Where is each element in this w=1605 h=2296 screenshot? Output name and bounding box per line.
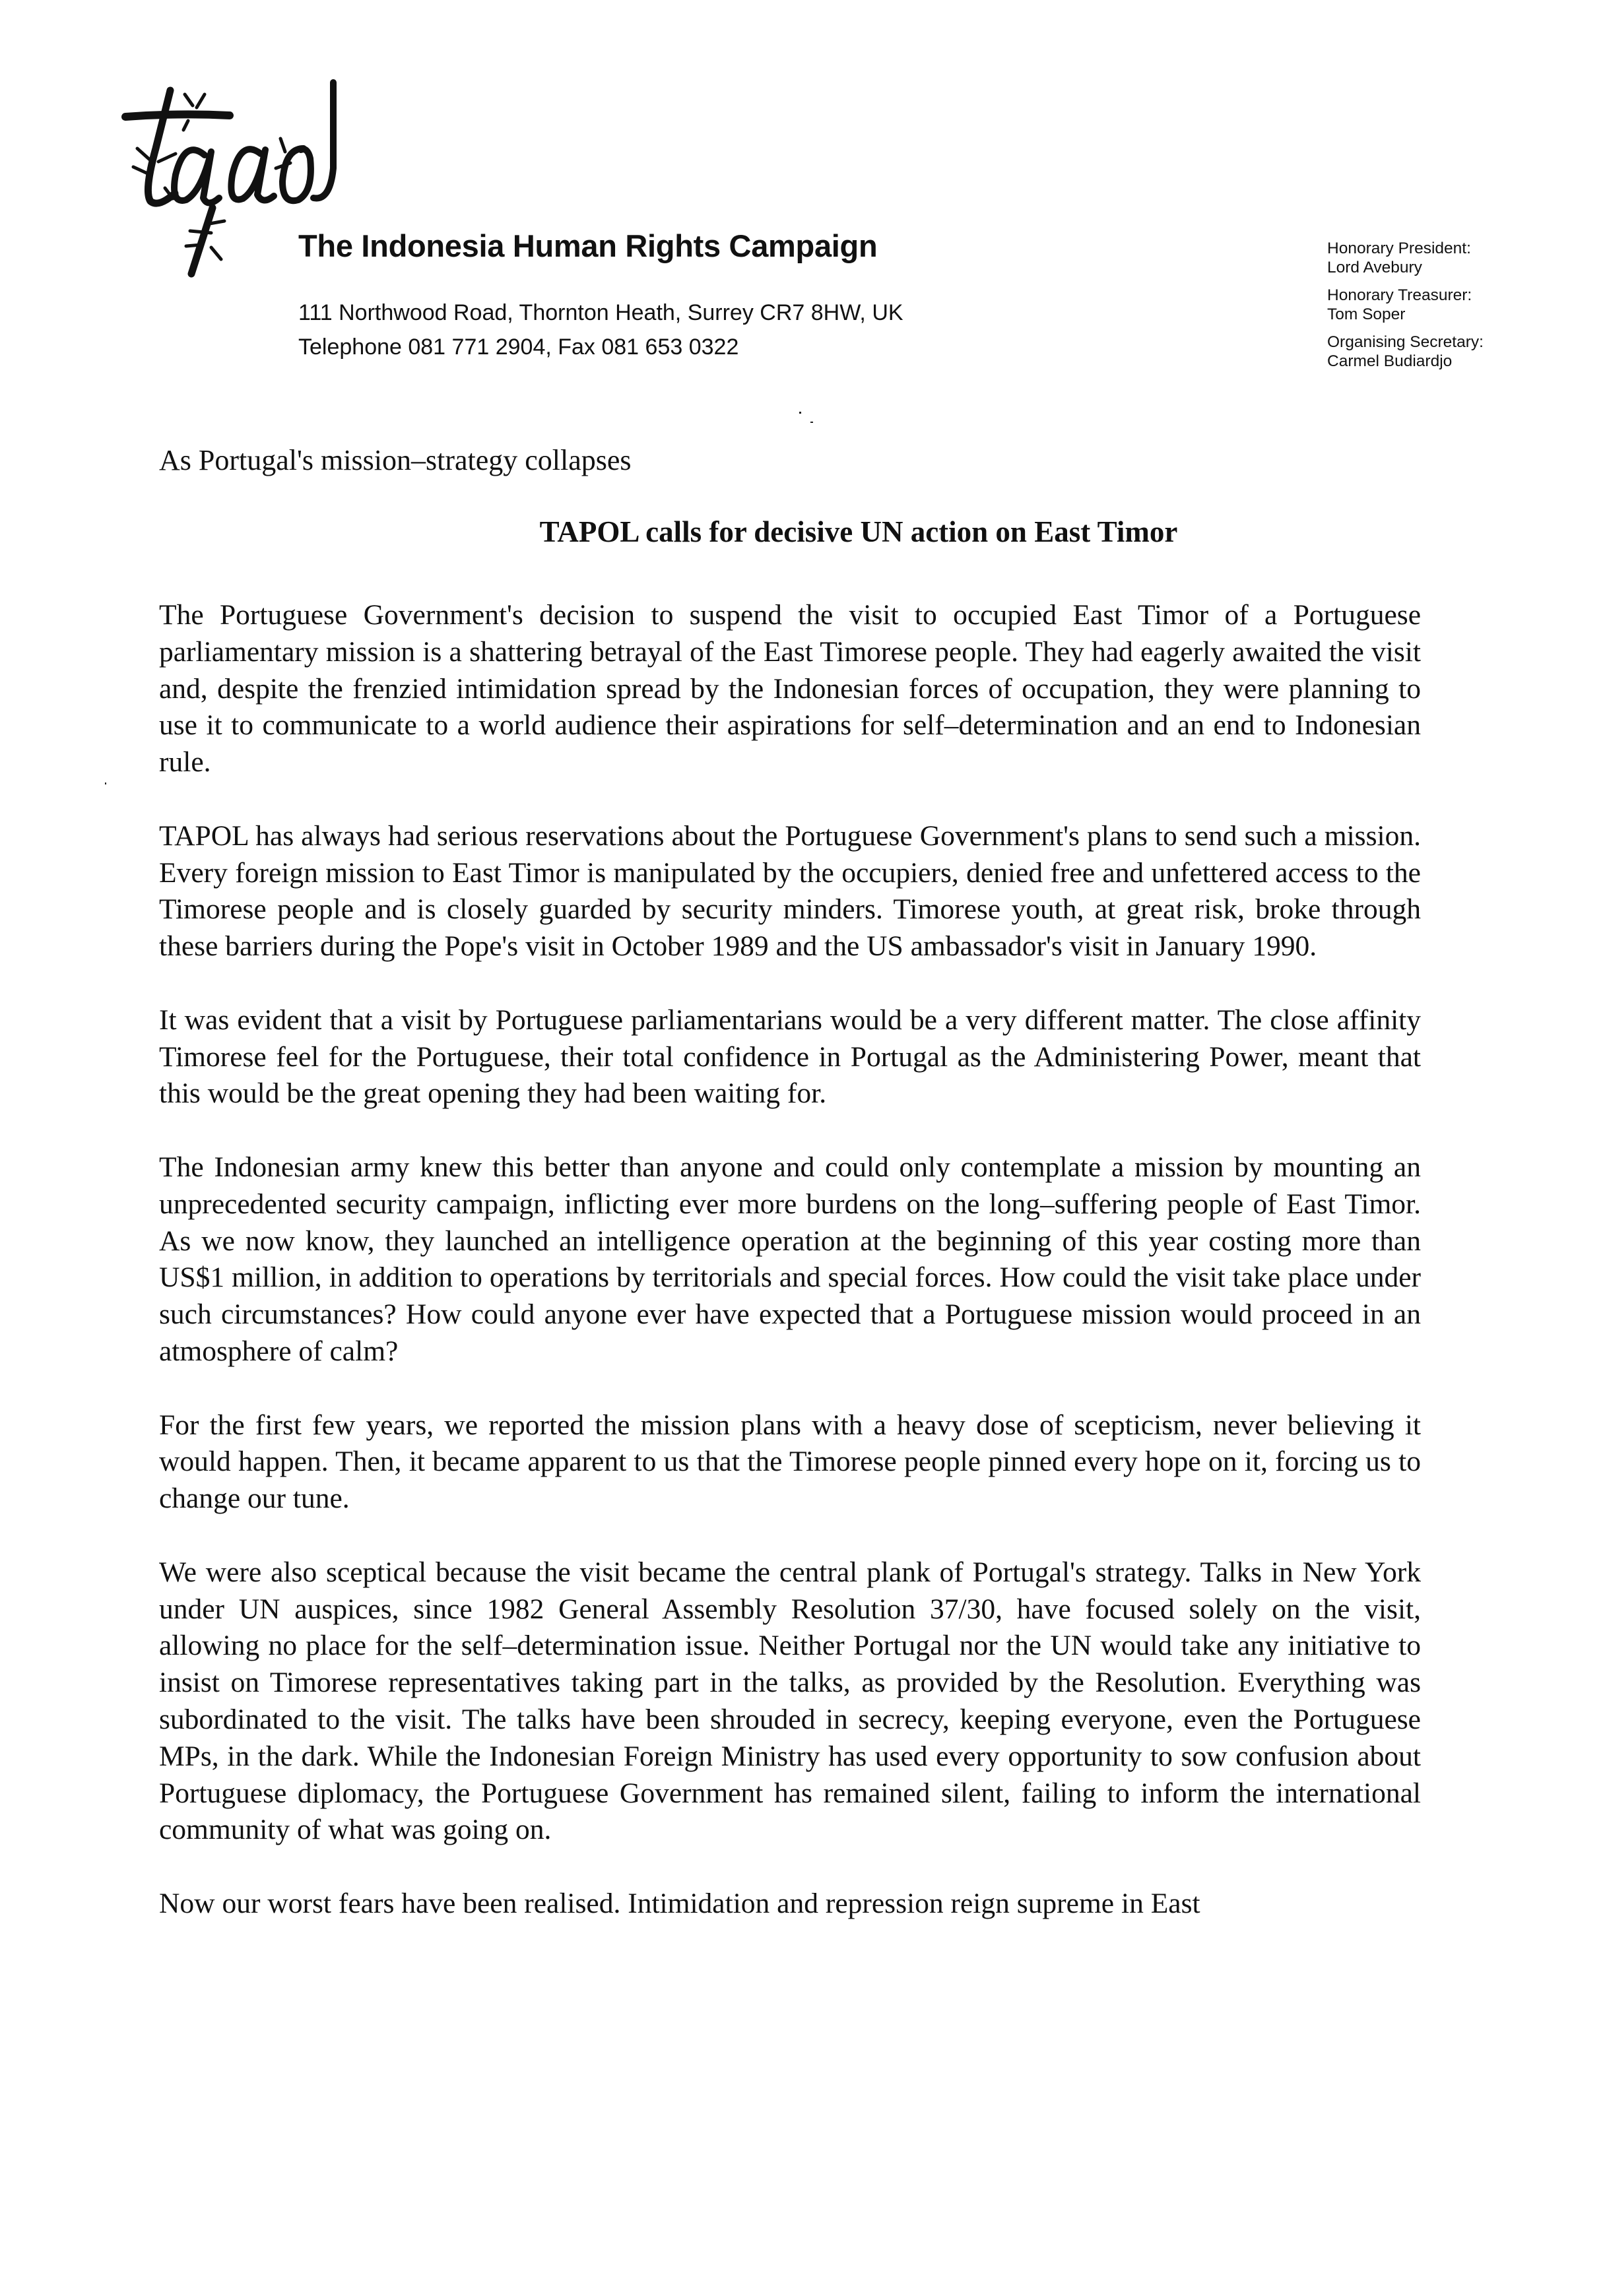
body-paragraph: The Portuguese Government's decision to suspend the visit to occupied East Timor of a Portuguese parliamentary mission is a shattering betrayal of the East Timorese people. They had eagerly awaited the visit and, despite the frenzied intimidation spread by the Indonesian forces of occupation, they were planning to use it to communicate to a world audience their aspirations for self–determination and an end to Indonesian rule. — [159, 599, 1421, 779]
body-paragraph: Now our worst fears have been realised. Intimidation and repression reign supreme in East — [159, 1887, 1200, 1919]
officers-list — [1327, 239, 1484, 379]
postal-address: 111 Northwood Road, Thornton Heath, Surrey CR7 8HW, UK — [298, 300, 903, 325]
scan-speck — [799, 412, 801, 414]
article-body — [159, 597, 1421, 1959]
officer-name: Carmel Budiardjo — [1327, 352, 1453, 370]
officer-role: Honorary Treasurer: — [1327, 286, 1472, 304]
article-kicker: As Portugal's mission–strategy collapses — [159, 444, 632, 476]
officer-name: Lord Avebury — [1327, 259, 1422, 276]
organisation-address-block — [298, 296, 903, 364]
telephone-fax: Telephone 081 771 2904, Fax 081 653 0322 — [298, 335, 739, 360]
body-paragraph: It was evident that a visit by Portuguese parliamentarians would be a very different matter. The close affinity Timorese feel for the Portuguese, their total confidence in Portugal as the Administering Power, meant that this would be the great opening they had been waiting for. — [159, 1004, 1421, 1110]
scan-speck — [105, 782, 106, 784]
organisation-name: The Indonesia Human Rights Campaign — [298, 228, 878, 263]
scan-speck — [810, 422, 813, 423]
body-paragraph: The Indonesian army knew this better than anyone and could only contemplate a mission by mounting an unprecedented security campaign, inflicting ever more burdens on the long–suffering people of East Timor. As we now know, they launched an intelligence operation at the beginning of this year costing more than US$1 million, in addition to operations by territorials and special forces. How could the visit take place under such circumstances? How could anyone ever have expected that a Portuguese mission would proceed in an atmosphere of calm? — [159, 1151, 1421, 1367]
body-paragraph: For the first few years, we reported the mission plans with a heavy dose of scepticism, never believing it would happen. Then, it became apparent to us that the Timorese people pinned every hope on it, forcing us to change our tune. — [159, 1409, 1421, 1515]
body-paragraph: We were also sceptical because the visit became the central plank of Portugal's strategy. Talks in New York under UN auspices, since 1982 General Assembly Resolution 37/30, have focused solely on the visit, allowing no place for the self–determination issue. Neither Portugal nor the UN would take any initiative to insist on Timorese representatives taking part in the talks, as provided by the Resolution. Everything was subordinated to the visit. The talks have been shrouded in secrecy, keeping everyone, even the Portuguese MPs, in the dark. While the Indonesian Foreign Ministry has used every opportunity to sow confusion about Portuguese diplomacy, the Portuguese Government has remained silent, failing to inform the international community of what was going on. — [159, 1556, 1421, 1846]
officer-name: Tom Soper — [1327, 305, 1406, 323]
body-paragraph: TAPOL has always had serious reservations about the Portuguese Government's plans to send such a mission. Every foreign mission to East Timor is manipulated by the occupiers, denied free and unfettered access to the Timorese people and is closely guarded by security minders. Timorese youth, at great risk, broke through these barriers during the Pope's visit in October 1989 and the US ambassador's visit in January 1990. — [159, 819, 1421, 963]
officer-role: Organising Secretary: — [1327, 333, 1484, 351]
article-headline: TAPOL calls for decisive UN action on East Timor — [539, 515, 1178, 548]
officer-role: Honorary President: — [1327, 239, 1471, 257]
